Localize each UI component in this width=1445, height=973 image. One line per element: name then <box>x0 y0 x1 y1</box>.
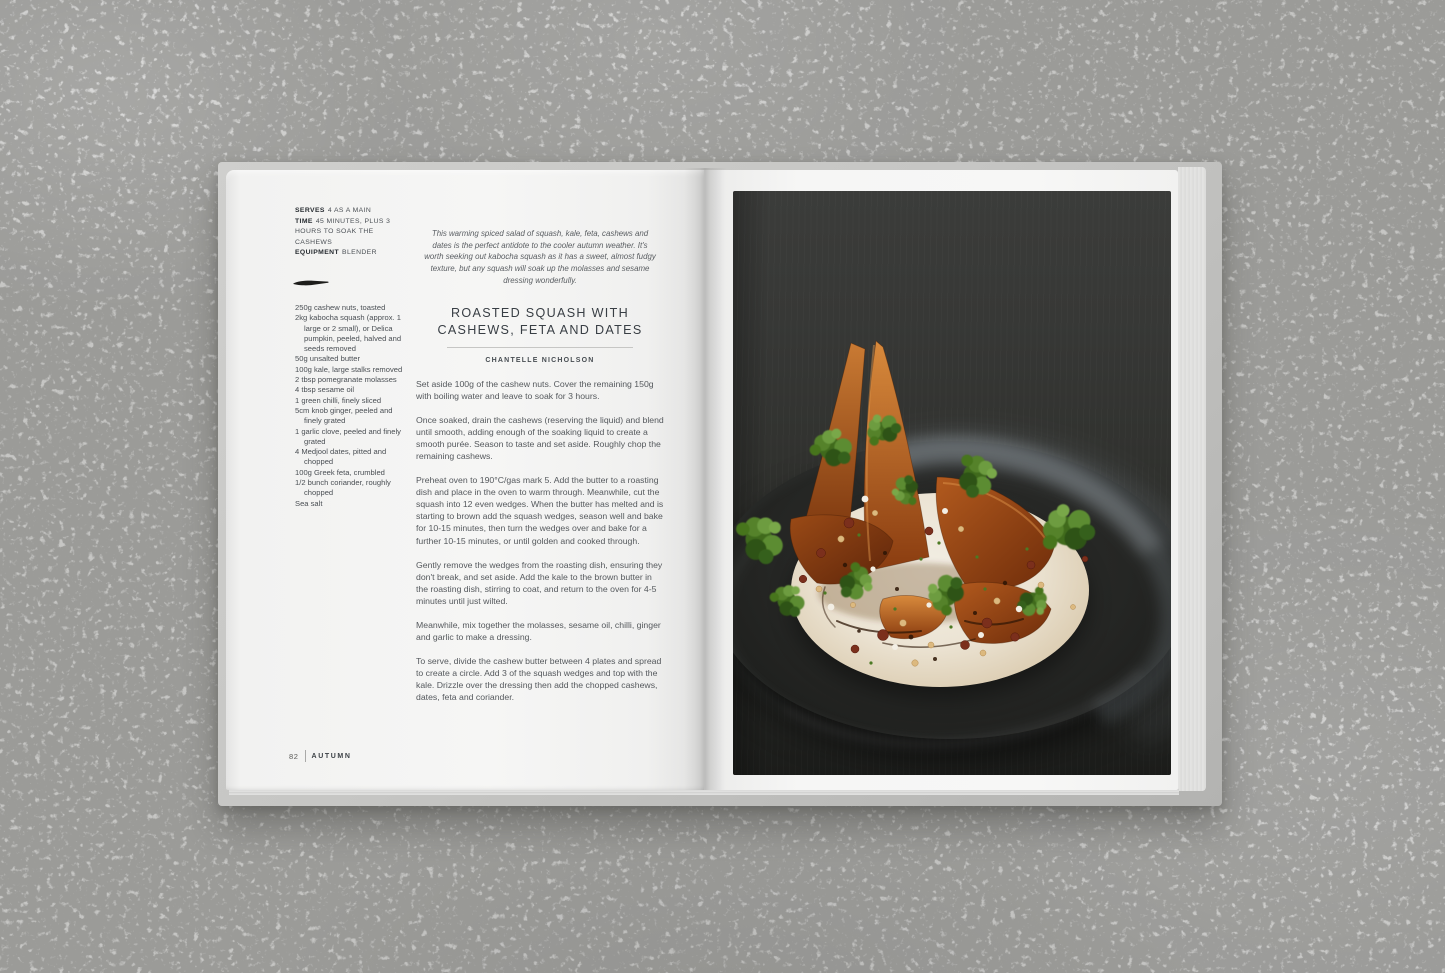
footer-divider <box>305 750 306 762</box>
serves-label: SERVES <box>295 207 325 214</box>
time-label: TIME <box>295 217 313 225</box>
ingredient-item: 100g kale, large stalks removed <box>295 364 403 374</box>
method-paragraph: Preheat oven to 190°C/gas mark 5. Add the butter to a roasting dish and place in the oven to warm through. Meanwhile, cut the squash into 12 even wedges. When the butter has melted and is starting to brown add the squash wedges, season well and bake for 10-15 minutes, then turn the wedges over and bake for a further 10-15 minutes, or until golden and cooked through. <box>416 475 664 546</box>
method-paragraph: Meanwhile, mix together the molasses, sesame oil, chilli, ginger and garlic to make a dressing. <box>416 620 661 643</box>
knife-icon <box>292 279 330 287</box>
dish-garnish-illustration <box>733 191 1171 775</box>
recipe-meta <box>295 206 397 259</box>
ingredient-item: Sea salt <box>295 498 323 508</box>
method-paragraph: Gently remove the wedges from the roasting dish, ensuring they don't break, and set aside. Add the kale to the brown butter in the roasting dish, stirring to coat, and return to the oven for 4-5 minutes until just wilted. <box>416 559 663 606</box>
section-label: AUTUMN <box>311 752 352 760</box>
ingredient-item: 1 garlic clove, peeled and finely grated <box>295 426 401 446</box>
equipment-label: EQUIPMENT <box>295 249 340 257</box>
recipe-intro: This warming spiced salad of squash, kale, feta, cashews and dates is the perfect antidote to the cooler autumn weather. It's worth seeking out kabocha squash as it has a sweet, almost fudgy texture, but any squash will soak up the molasses and sesame dressing wonderfully. <box>424 229 656 285</box>
serves-row <box>295 206 397 217</box>
ingredient-item: 4 tbsp sesame oil <box>295 385 355 395</box>
ingredient-item: 1/2 bunch coriander, roughly chopped <box>295 478 391 498</box>
recipe-column <box>416 170 664 716</box>
right-page <box>704 170 1178 790</box>
time-value: 45 MINUTES, PLUS 3 HOURS TO SOAK THE CASHEWS <box>295 217 391 246</box>
ingredient-item: 5cm knob ginger, peeled and finely grated <box>295 405 393 426</box>
method-paragraph: To serve, divide the cashew butter between 4 plates and spread to create a circle. Add 3 of the squash wedges and top with the kale. Drizzle over the dressing then add the chopped cashews, dates, feta and coriander. <box>416 656 662 703</box>
ingredient-item: 4 Medjool dates, pitted and chopped <box>295 447 387 467</box>
recipe-author: CHANTELLE NICHOLSON <box>485 356 595 364</box>
time-row <box>295 217 397 249</box>
ingredient-item: 250g cashew nuts, toasted <box>295 303 386 312</box>
recipe-title-line1: ROASTED SQUASH WITH <box>451 305 629 320</box>
ingredient-item: 2kg kabocha squash (approx. 1 large or 2 small), or Delica pumpkin, peeled, halved and seeds removed <box>295 313 402 354</box>
page-footer <box>289 750 351 762</box>
page-stack-right-edge <box>1178 167 1206 791</box>
ingredient-item: 50g unsalted butter <box>295 354 361 364</box>
ingredient-item: 100g Greek feta, crumbled <box>295 467 385 477</box>
recipe-title-line2: CASHEWS, FETA AND DATES <box>437 322 643 337</box>
equipment-row <box>295 248 397 259</box>
ingredient-item: 1 green chilli, finely sliced <box>295 395 382 405</box>
left-page <box>226 170 704 790</box>
recipe-title <box>416 305 664 339</box>
ingredients-list <box>295 303 407 509</box>
page-number: 82 <box>289 751 299 761</box>
ingredient-item: 2 tbsp pomegranate molasses <box>295 375 397 385</box>
method-paragraph: Set aside 100g of the cashew nuts. Cover the remaining 150g with boiling water and leave to soak for 3 hours. <box>416 378 654 401</box>
serves-value: 4 AS A MAIN <box>327 207 372 214</box>
dish-photo <box>733 191 1171 775</box>
method-text <box>416 378 664 704</box>
equipment-value: BLENDER <box>342 249 377 257</box>
method-paragraph: Once soaked, drain the cashews (reserving the liquid) and blend until smooth, adding enough of the soaking liquid to create a smooth purée. Season to taste and set aside. Roughly chop the remaining cashews. <box>416 414 664 461</box>
title-rule <box>447 347 633 348</box>
